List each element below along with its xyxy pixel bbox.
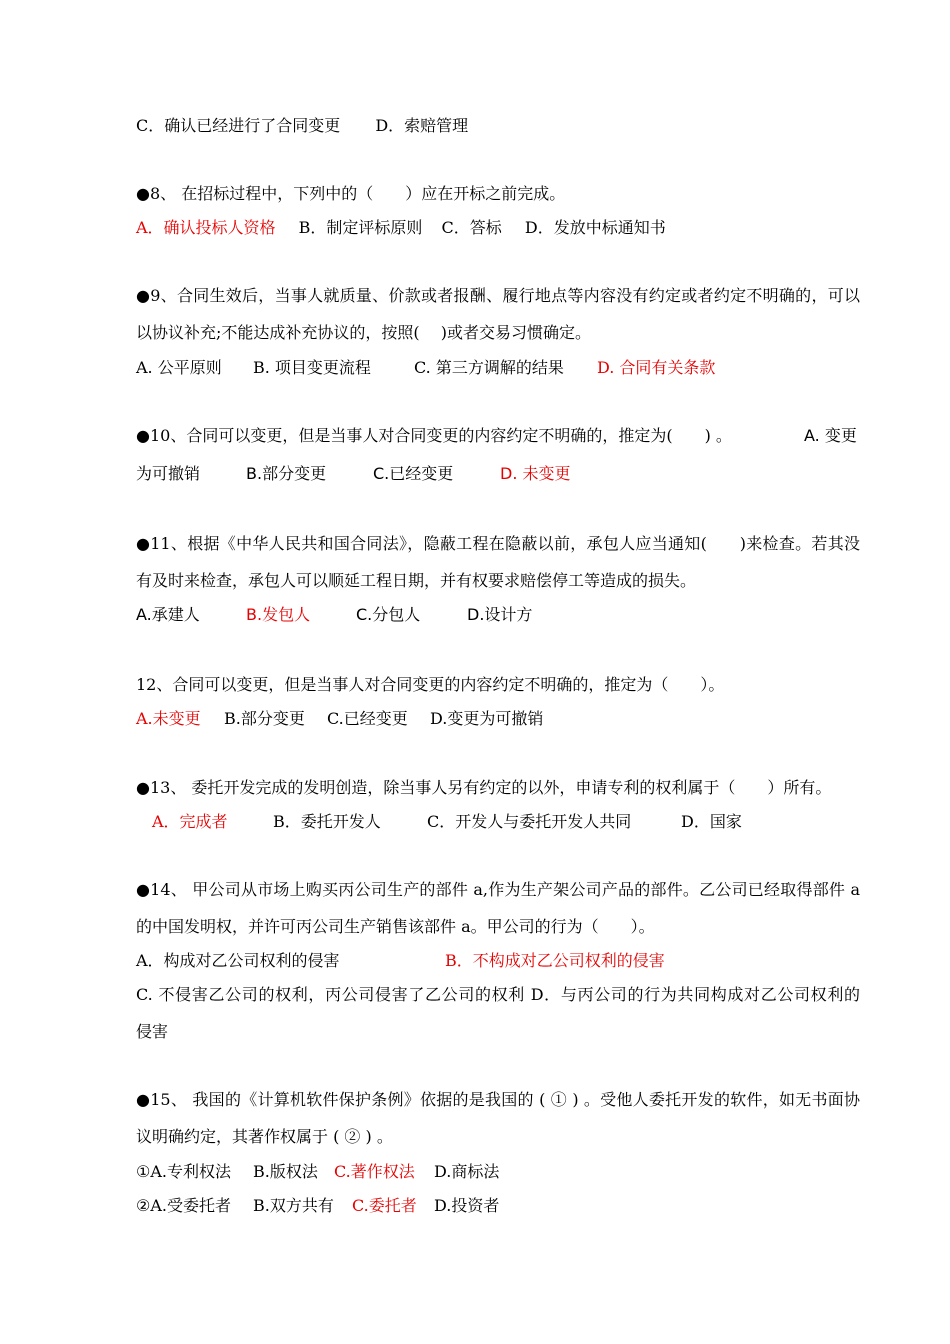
q11-option-d: D.设计方 <box>467 605 533 624</box>
q14-options-cd-cont: 侵害 <box>136 1022 169 1041</box>
q9-option-b: B. 项目变更流程 <box>253 358 371 377</box>
q15-stem-line1: ●15、 我国的《计算机软件保护条例》依据的是我国的 ( ① ) 。受他人委托开发的软件，如无书面协 <box>136 1090 860 1109</box>
q15-r2-option-a: ②A.受委托者 <box>136 1196 231 1215</box>
q13-stem: ●13、 委托开发完成的发明创造，除当事人另有约定的以外，申请专利的权利属于（ ）所有。 <box>136 778 832 797</box>
q14-option-b-answer: B．不构成对乙公司权利的侵害 <box>445 951 665 970</box>
q10-option-d-answer: D. 未变更 <box>500 464 571 483</box>
q7-options <box>136 116 468 136</box>
q15-r2-option-d: D.投资者 <box>434 1196 500 1215</box>
q14-stem-line1: ●14、 甲公司从市场上购买丙公司生产的部件 a,作为生产架公司产品的部件。乙公司已经取得部件 a <box>136 880 860 899</box>
q11-stem-line2: 有及时来检查，承包人可以顺延工程日期，并有权要求赔偿停工等造成的损失。 <box>136 571 697 590</box>
q10-option-a-part1: A. 变更 <box>804 426 857 445</box>
q13-option-a-answer: A．完成者 <box>152 812 228 831</box>
q15-r1-option-c-answer: C.著作权法 <box>334 1162 415 1181</box>
q15-r1-option-a: ①A.专利权法 <box>136 1162 231 1181</box>
q7-option-d: D．索赔管理 <box>375 116 469 135</box>
q10-option-b: B.部分变更 <box>246 464 327 483</box>
q10-option-a-part2: 为可撤销 <box>136 464 201 483</box>
q15-stem-line2: 议明确约定，其著作权属于 ( ② ) 。 <box>136 1127 393 1146</box>
q15-r2-option-c-answer: C.委托者 <box>352 1196 417 1215</box>
q12-option-b: B.部分变更 <box>224 709 305 728</box>
q15-r2-option-b: B.双方共有 <box>253 1196 334 1215</box>
q11-option-c: C.分包人 <box>356 605 421 624</box>
q8-options <box>136 218 666 238</box>
q9-option-d-answer: D. 合同有关条款 <box>597 358 716 377</box>
q15-r1-option-d: D.商标法 <box>434 1162 500 1181</box>
q11-option-a: A.承建人 <box>136 605 200 624</box>
q11-stem-line1: ●11、根据《中华人民共和国合同法》，隐蔽工程在隐蔽以前，承包人应当通知( )来检查。若其没 <box>136 534 860 553</box>
q9-option-c: C. 第三方调解的结果 <box>414 358 564 377</box>
q9-option-a: A. 公平原则 <box>136 358 222 377</box>
q8-option-b: B．制定评标原则 <box>298 218 423 237</box>
q9-stem-line1: ●9、合同生效后，当事人就质量、价款或者报酬、履行地点等内容没有约定或者约定不明确的，可以 <box>136 286 860 305</box>
q13-option-d: D．国家 <box>681 812 742 831</box>
q8-stem: ●8、 在招标过程中，下列中的（ ）应在开标之前完成。 <box>136 184 566 203</box>
q14-option-a: A．构成对乙公司权利的侵害 <box>136 951 340 970</box>
q10-stem-line1: ●10、合同可以变更，但是当事人对合同变更的内容约定不明确的，推定为( ) 。 <box>136 426 732 445</box>
q12-option-c: C.已经变更 <box>327 709 408 728</box>
q12-option-d: D.变更为可撤销 <box>430 709 544 728</box>
q14-options-cd: C. 不侵害乙公司的权利，丙公司侵害了乙公司的权利 D．与丙公司的行为共同构成对乙公司权利的 <box>136 985 860 1004</box>
q7-option-c: C．确认已经进行了合同变更 <box>136 116 341 135</box>
q10-option-c: C.已经变更 <box>373 464 454 483</box>
q8-option-a-answer: A．确认投标人资格 <box>136 218 276 237</box>
q11-option-b-answer: B.发包人 <box>246 605 311 624</box>
q8-option-c: C．答标 <box>441 218 502 237</box>
q13-option-b: B．委托开发人 <box>273 812 381 831</box>
q15-r1-option-b: B.版权法 <box>253 1162 318 1181</box>
q12-option-a-answer: A.未变更 <box>136 709 201 728</box>
q14-stem-line2: 的中国发明权，并许可丙公司生产销售该部件 a。甲公司的行为（ ）。 <box>136 917 655 936</box>
q12-stem: 12、合同可以变更，但是当事人对合同变更的内容约定不明确的，推定为（ ）。 <box>136 675 725 694</box>
q9-stem-line2: 以协议补充;不能达成补充协议的，按照( )或者交易习惯确定。 <box>136 323 591 342</box>
q8-option-d: D．发放中标通知书 <box>524 218 666 237</box>
q13-option-c: C．开发人与委托开发人共同 <box>427 812 632 831</box>
